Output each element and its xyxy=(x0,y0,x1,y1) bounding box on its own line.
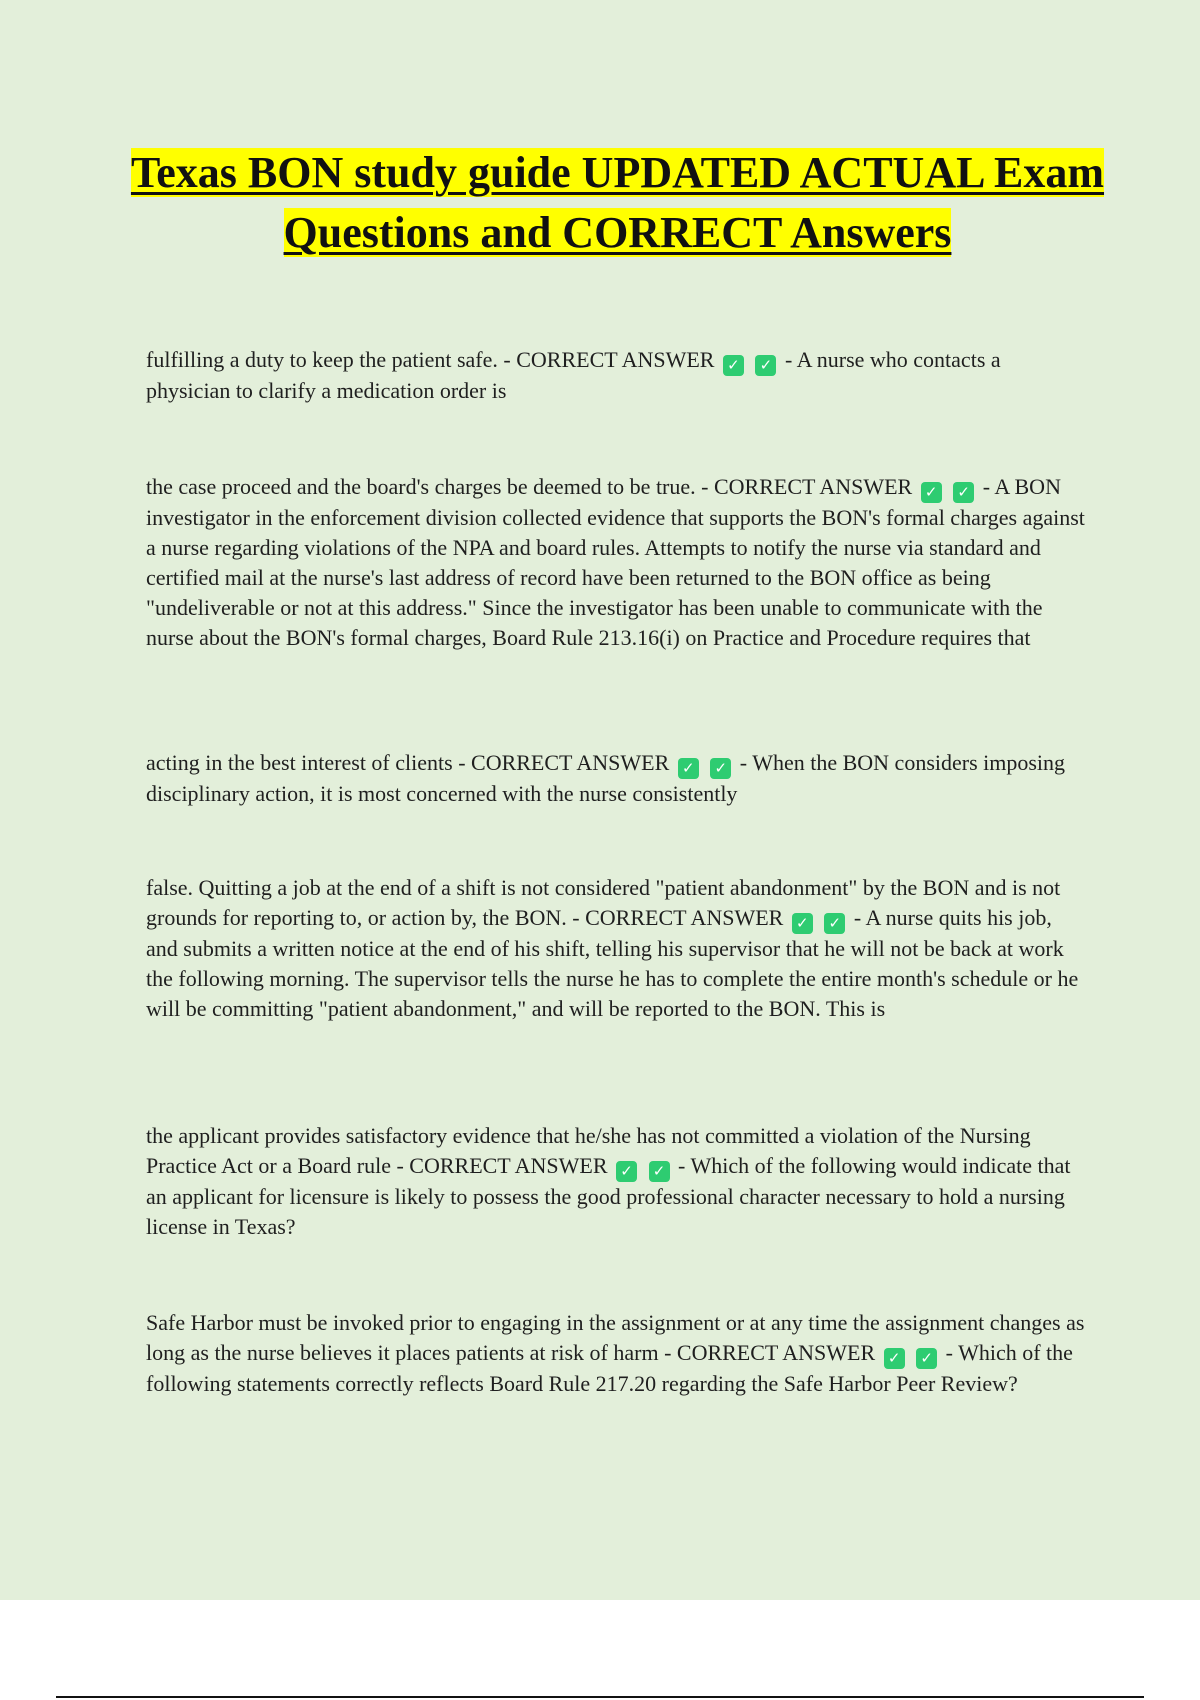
check-mark-icon: ✓ xyxy=(792,913,813,934)
qa-question: - Which of the following would indicate that an applicant for licensure is likely to possess the good professional character necessary to hold a nursing license in Texas? xyxy=(146,1153,1071,1239)
qa-item xyxy=(146,1121,1086,1242)
qa-answer: the applicant provides satisfactory evidence that he/she has not committed a violation of the Nursing Practice Act or a Board rule - CORRECT ANSWER xyxy=(146,1123,1031,1178)
check-mark-icon: ✓ xyxy=(884,1348,905,1369)
qa-item xyxy=(146,472,1086,653)
document-title-text: Texas BON study guide UPDATED ACTUAL Exam Questions and CORRECT Answers xyxy=(130,148,1105,257)
qa-answer: acting in the best interest of clients - CORRECT ANSWER xyxy=(146,750,670,775)
qa-answer: the case proceed and the board's charges be deemed to be true. - CORRECT ANSWER xyxy=(146,474,913,499)
qa-question: - Which of the following statements correctly reflects Board Rule 217.20 regarding the Safe Harbor Peer Review? xyxy=(146,1340,1073,1396)
check-mark-icon: ✓ xyxy=(710,758,731,779)
qa-answer: false. Quitting a job at the end of a shift is not considered "patient abandonment" by the BON and is not grounds for reporting to, or action by, the BON. - CORRECT ANSWER xyxy=(146,875,1061,930)
check-mark-icon: ✓ xyxy=(916,1348,937,1369)
qa-item xyxy=(146,1308,1086,1399)
qa-question: - A nurse who contacts a physician to clarify a medication order is xyxy=(146,347,1001,403)
check-mark-icon: ✓ xyxy=(723,355,744,376)
check-mark-icon: ✓ xyxy=(953,482,974,503)
qa-answer: fulfilling a duty to keep the patient safe. - CORRECT ANSWER xyxy=(146,347,715,372)
check-mark-icon: ✓ xyxy=(678,758,699,779)
document-title xyxy=(130,143,1105,263)
check-mark-icon: ✓ xyxy=(921,482,942,503)
check-mark-icon: ✓ xyxy=(755,355,776,376)
check-mark-icon: ✓ xyxy=(616,1161,637,1182)
qa-question: - A BON investigator in the enforcement division collected evidence that supports the BON's formal charges against a nurse regarding violations of the NPA and board rules. Attempts to notify the nurse via standard and certified mail at the nurse's last address of record have been returned to the BON office as being "undeliverable or not at this address." Since the investigator has been unable to communicate with the nurse about the BON's formal charges, Board Rule 213.16(i) on Practice and Procedure requires that xyxy=(146,474,1085,650)
check-mark-icon: ✓ xyxy=(649,1161,670,1182)
qa-question: - A nurse quits his job, and submits a written notice at the end of his shift, telling his supervisor that he will not be back at work the following morning. The supervisor tells the nurse he has to complete the entire month's schedule or he will be committing "patient abandonment," and will be reported to the BON. This is xyxy=(146,905,1079,1021)
qa-item xyxy=(146,345,1086,406)
qa-item xyxy=(146,873,1086,1024)
qa-question: - When the BON considers imposing disciplinary action, it is most concerned with the nurse consistently xyxy=(146,750,1066,806)
check-mark-icon: ✓ xyxy=(824,913,845,934)
footer-divider xyxy=(56,1696,1144,1698)
qa-item xyxy=(146,748,1086,809)
qa-answer: Safe Harbor must be invoked prior to engaging in the assignment or at any time the assignment changes as long as the nurse believes it places patients at risk of harm - CORRECT ANSWER xyxy=(146,1310,1085,1365)
